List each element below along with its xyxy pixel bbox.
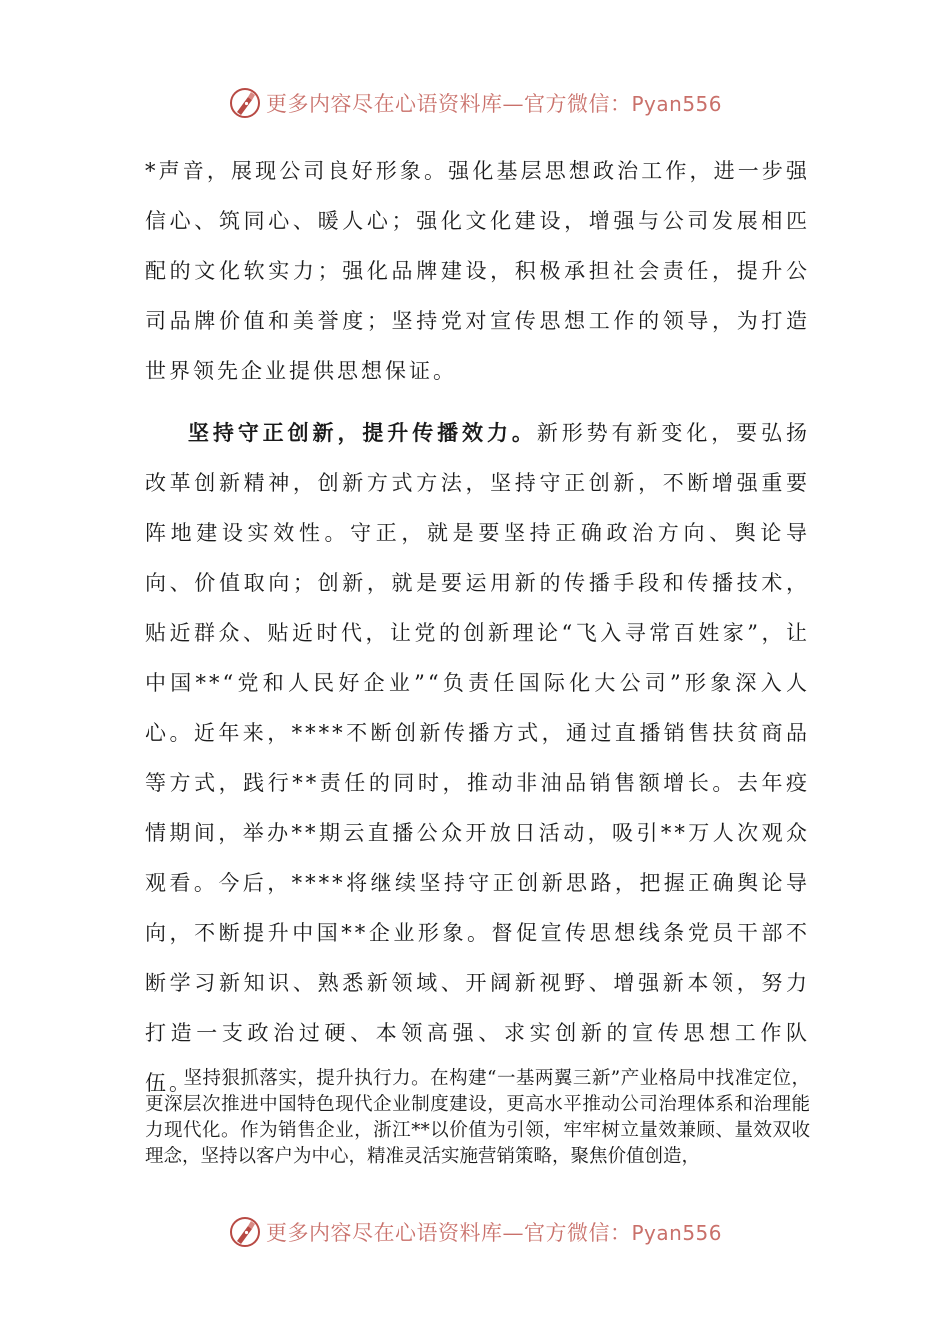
footer-banner-text: 更多内容尽在心语资料库—官方微信：Pyan556	[265, 1221, 722, 1245]
paragraph-2-body: 新形势有新变化，要弘扬改革创新精神，创新方式方法，坚持守正创新，不断增强重要阵地建设实效性。守正，就是要坚持正确政治方向、舆论导向、价值取向；创新，就是要运用新的传播手段和传播技术，贴近群众、贴近时代，让党的创新理论“飞入寻常百姓家”，让中国**“党和人民好企业”“负责任国际化大公司”形象深入人心。近年来，****不断创新传播方式，通过直播销售扶贫商品等方式，践行**责任的同时，推动非油品销售额增长。去年疫情期间，举办**期云直播公众开放日活动，吸引**万人次观众观看。今后，****将继续坚持守正创新思路，把握正确舆论导向，不断提升中国**企业形象。督促宣传思想线条党员干部不断学习新知识、熟悉新领域、开阔新视野、增强新本领，努力打造一支政治过硬、本领高强、求实创新的宣传思想工作队伍。	[145, 421, 811, 1095]
paragraph-2-lead: 坚持守正创新，提升传播效力。	[187, 420, 537, 445]
paragraph-3-body: 坚持狠抓落实，提升执行力。在构建“一基两翼三新”产业格局中找准定位，更深层次推进中国特色现代企业制度建设，更高水平推动公司治理体系和治理能力现代化。作为销售企业，浙江**以价值为引领，牢牢树立量效兼顾、量效双收理念，坚持以客户为中心，精准灵活实施营销策略，聚焦价值创造，	[145, 1068, 810, 1167]
footer-banner	[0, 1212, 950, 1252]
paragraph-3	[145, 1066, 810, 1170]
paragraph-2	[145, 408, 810, 1108]
pen-nib-logo-icon	[228, 86, 262, 120]
footer-wechat-id: Pyan556	[631, 1221, 722, 1245]
pen-nib-logo-icon	[228, 1215, 262, 1249]
header-wechat-id: Pyan556	[631, 92, 722, 116]
paragraph-1: *声音，展现公司良好形象。强化基层思想政治工作，进一步强信心、筑同心、暖人心；强化文化建设，增强与公司发展相匹配的文化软实力；强化品牌建设，积极承担社会责任，提升公司品牌价值和美誉度；坚持党对宣传思想工作的领导，为打造世界领先企业提供思想保证。	[145, 159, 810, 383]
header-banner	[0, 83, 950, 123]
header-banner-text: 更多内容尽在心语资料库—官方微信：Pyan556	[265, 92, 722, 116]
